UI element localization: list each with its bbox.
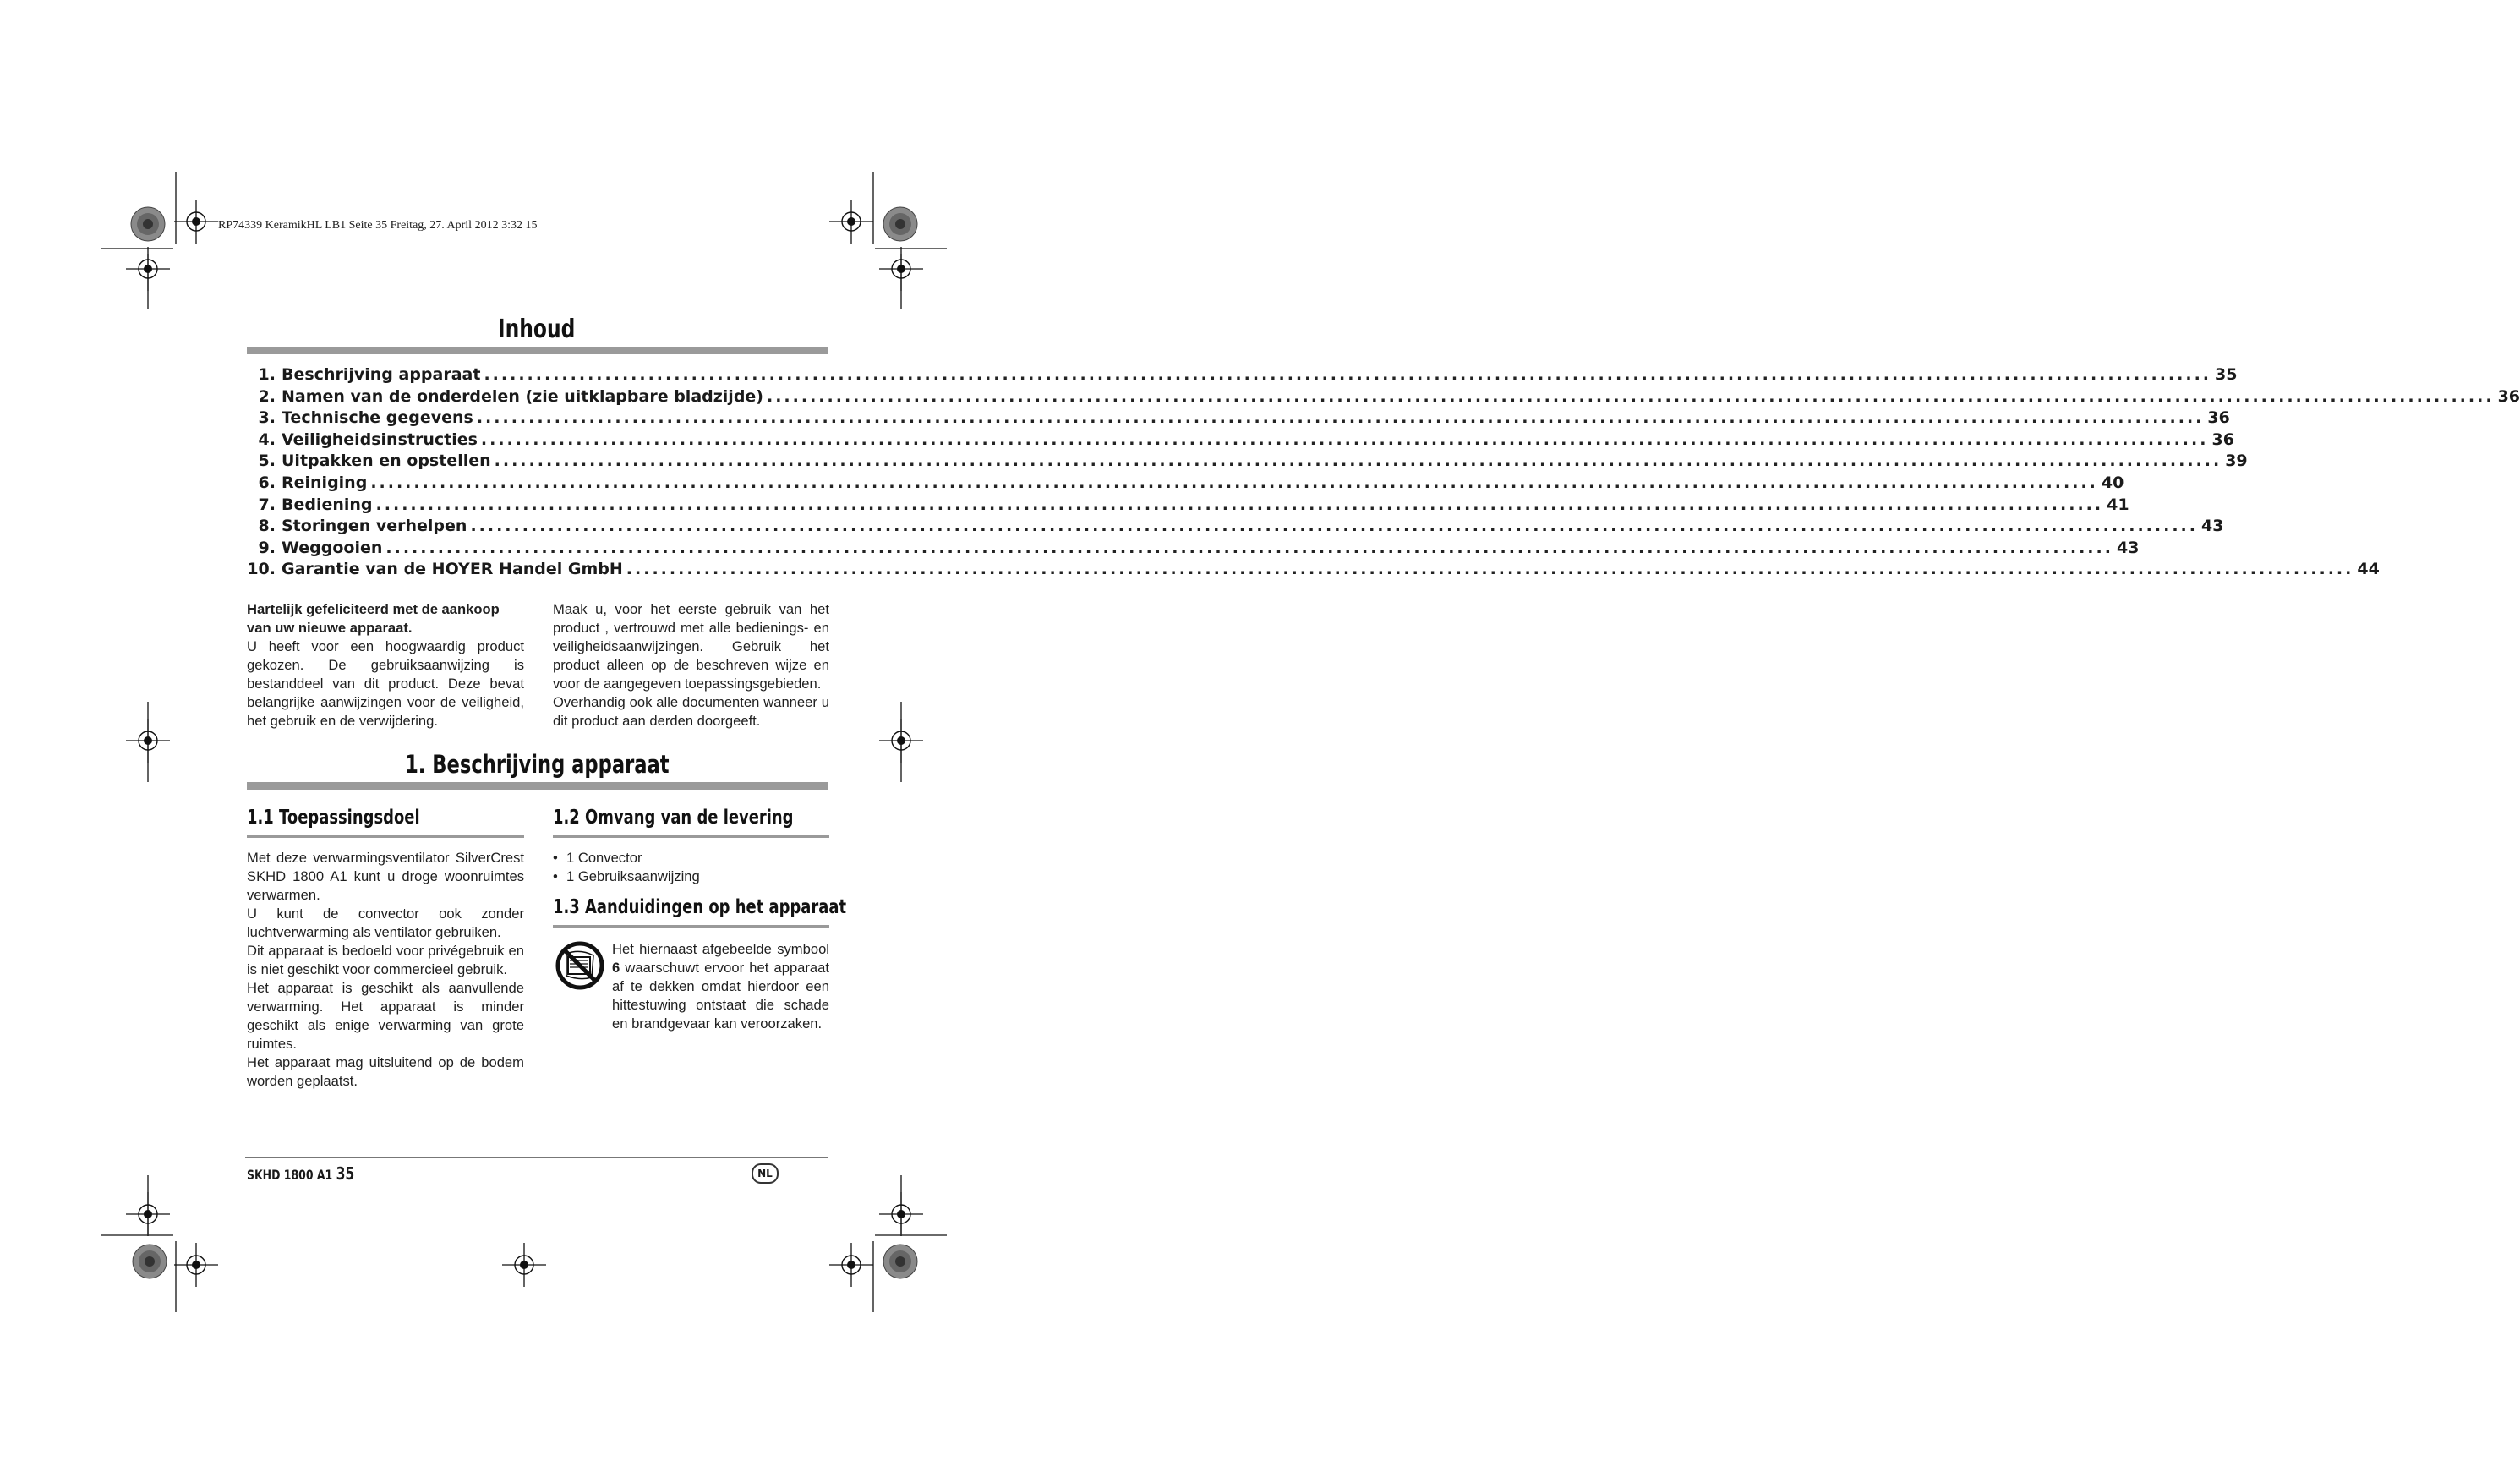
purpose-paragraph-4: Het apparaat is geschikt als aanvullende verwarming. Het apparaat is minder geschikt als enige verwarming van grote ruimtes. bbox=[247, 980, 524, 1052]
toc-leader-dots: ........................................................................................................................................................................................................ bbox=[375, 495, 2104, 514]
section-1-title-bar bbox=[247, 782, 828, 790]
toc-entry bbox=[247, 386, 2520, 409]
footer-model: SKHD 1800 A1 bbox=[247, 1167, 333, 1183]
toc-entry-number: 7. bbox=[258, 495, 276, 514]
toc-title-bar bbox=[247, 347, 828, 354]
intro-left-column bbox=[247, 600, 524, 731]
toc-entry-page: 44 bbox=[2357, 560, 2380, 579]
toc-entry-title: Technische gegevens bbox=[282, 408, 473, 428]
language-badge: NL bbox=[752, 1163, 779, 1184]
toc-entry-number: 6. bbox=[258, 473, 276, 492]
toc-leader-dots: ........................................................................................................................................................................................................ bbox=[480, 430, 2209, 449]
footer-rule bbox=[245, 1157, 828, 1158]
toc-leader-dots: ........................................................................................................................................................................................................ bbox=[484, 365, 2212, 384]
toc-title: Inhoud bbox=[498, 315, 576, 344]
toc-entry bbox=[247, 430, 2234, 452]
toc-entry-title: Beschrijving apparaat bbox=[282, 365, 481, 384]
intro-right-paragraph-2: Overhandig ook alle documenten wanneer u dit product aan derden doorgeeft. bbox=[553, 694, 829, 729]
toc-entry bbox=[247, 451, 2248, 473]
toc-leader-dots: ........................................................................................................................................................................................................ bbox=[385, 538, 2113, 557]
toc-entry-title: Bediening bbox=[282, 495, 373, 514]
toc-entry-number: 10. bbox=[247, 560, 276, 579]
toc-entry-number: 9. bbox=[258, 538, 276, 557]
purpose-paragraph-1: Met deze verwarmingsventilator SilverCrest SKHD 1800 A1 kunt u droge woonruimtes verwarmen. bbox=[247, 850, 524, 903]
subsection-1-2-rule bbox=[553, 835, 829, 838]
toc-entry-number: 4. bbox=[258, 430, 276, 449]
toc-entry-page: 39 bbox=[2225, 451, 2248, 471]
subsection-1-1-rule bbox=[247, 835, 524, 838]
intro-right-column bbox=[553, 600, 829, 731]
delivery-list bbox=[553, 849, 829, 886]
toc-entry-title: Garantie van de HOYER Handel GmbH bbox=[282, 560, 623, 579]
toc-entry-page: 43 bbox=[2116, 538, 2140, 557]
toc-entry bbox=[247, 560, 2380, 582]
toc-leader-dots: ........................................................................................................................................................................................................ bbox=[476, 408, 2205, 428]
toc-entry-title: Veiligheidsinstructies bbox=[282, 430, 478, 449]
toc-entry-number: 3. bbox=[258, 408, 276, 428]
toc-entry-page: 43 bbox=[2201, 517, 2224, 536]
toc-entry-page: 40 bbox=[2101, 473, 2124, 492]
print-slug-line: RP74339 KeramikHL LB1 Seite 35 Freitag, 27. April 2012 3:32 15 bbox=[218, 219, 538, 232]
subsection-1-3-rule bbox=[553, 925, 829, 928]
toc-entry-title: Reiniging bbox=[282, 473, 368, 492]
footer-page-number: 35 bbox=[336, 1163, 355, 1184]
toc-leader-dots: ........................................................................................................................................................................................................ bbox=[370, 473, 2098, 492]
toc-leader-dots: ........................................................................................................................................................................................................ bbox=[470, 517, 2198, 536]
intro-greeting: Hartelijk gefeliciteerd met de aankoop van uw nieuwe apparaat. bbox=[247, 601, 500, 636]
toc-entry bbox=[247, 473, 2124, 495]
subsection-1-1-body bbox=[247, 849, 524, 1091]
subsection-1-3-title: 1.3 Aanduidingen op het apparaat bbox=[553, 896, 847, 918]
toc-entry bbox=[247, 538, 2140, 561]
toc-entry bbox=[247, 408, 2230, 430]
toc-entry-number: 2. bbox=[258, 386, 276, 406]
toc-entry-page: 41 bbox=[2107, 495, 2129, 514]
toc-entry-title: Weggooien bbox=[282, 538, 383, 557]
toc-leader-dots: ........................................................................................................................................................................................................ bbox=[494, 451, 2222, 471]
table-of-contents bbox=[247, 365, 2520, 582]
toc-entry-title: Storingen verhelpen bbox=[282, 517, 467, 536]
toc-entry-number: 1. bbox=[258, 365, 276, 384]
toc-entry-title: Uitpakken en opstellen bbox=[282, 451, 491, 471]
footer-model-page bbox=[247, 1163, 385, 1184]
toc-entry bbox=[247, 517, 2224, 539]
subsection-1-1-title: 1.1 Toepassingsdoel bbox=[247, 807, 420, 829]
purpose-paragraph-2: U kunt de convector ook zonder luchtverwarming als ventilator gebruiken. bbox=[247, 906, 524, 940]
toc-entry-page: 36 bbox=[2211, 430, 2234, 449]
toc-entry-page: 36 bbox=[2497, 386, 2520, 406]
toc-entry-number: 8. bbox=[258, 517, 276, 536]
list-item: • 1 Convector bbox=[553, 850, 642, 866]
toc-entry bbox=[247, 495, 2129, 517]
subsection-1-2-title: 1.2 Omvang van de levering bbox=[553, 807, 794, 829]
toc-entry-title: Namen van de onderdelen (zie uitklapbare bladzijde) bbox=[282, 386, 763, 406]
toc-entry-number: 5. bbox=[258, 451, 276, 471]
purpose-paragraph-5: Het apparaat mag uitsluitend op de bodem worden geplaatst. bbox=[247, 1054, 524, 1089]
toc-entry bbox=[247, 365, 2238, 387]
intro-paragraph: U heeft voor een hoogwaardig product gekozen. De gebruiksaanwijzing is bestanddeel van dit product. Deze bevat belangrijke aanwijzingen voor de veiligheid, het gebruik en de verwijdering. bbox=[247, 638, 524, 729]
purpose-paragraph-3: Dit apparaat is bedoeld voor privégebruik en is niet geschikt voor commercieel gebruik. bbox=[247, 943, 524, 977]
part-reference: 6 bbox=[612, 960, 620, 976]
list-item: • 1 Gebruiksaanwijzing bbox=[553, 868, 700, 884]
section-1-title: 1. Beschrijving apparaat bbox=[404, 750, 670, 779]
intro-right-paragraph-1: Maak u, voor het eerste gebruik van het product , vertrouwd met alle bedienings- en veiligheidsaanwijzingen. Gebruik het product alleen op de beschreven wijze en voor de aangegeven toepassingsgebieden. bbox=[553, 601, 829, 692]
toc-leader-dots: ........................................................................................................................................................................................................ bbox=[767, 386, 2495, 406]
toc-entry-page: 36 bbox=[2207, 408, 2230, 428]
toc-entry-page: 35 bbox=[2215, 365, 2238, 384]
toc-leader-dots: ........................................................................................................................................................................................................ bbox=[626, 560, 2354, 579]
no-covering-icon bbox=[555, 940, 605, 991]
symbol-description: Het hiernaast afgebeelde symbool 6 waarschuwt ervoor het apparaat af te dekken omdat hierdoor een hittestuwing ontstaat die schade en brandgevaar kan veroorzaken. bbox=[612, 941, 829, 1032]
